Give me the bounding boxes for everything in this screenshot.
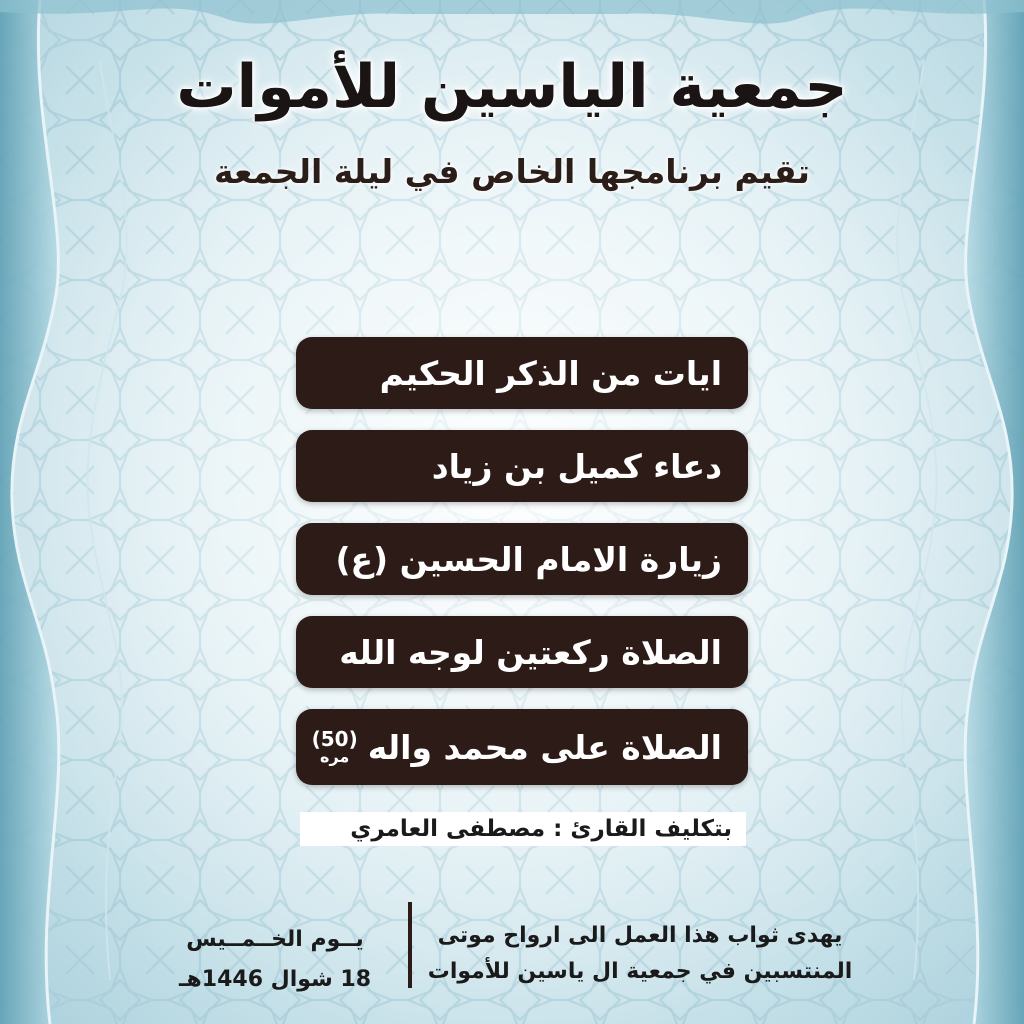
program-item-label: الصلاة على محمد واله	[367, 727, 722, 767]
reader-credit: بتكليف القارئ : مصطفى العامري	[300, 812, 746, 846]
dedication-line-2: المنتسبين في جمعية ال ياسين للأموات	[427, 959, 853, 984]
program-item-salawat	[296, 709, 748, 785]
dedication-text	[420, 918, 860, 990]
program-item-label: زيارة الامام الحسين (ع)	[335, 539, 722, 579]
date-block	[150, 920, 400, 1000]
program-item-prayer	[296, 616, 748, 688]
salawat-count-unit: مره	[320, 747, 350, 766]
page-title: جمعية الياسين للأموات	[176, 52, 848, 122]
page-subtitle: تقيم برنامجها الخاص في ليلة الجمعة	[214, 152, 810, 191]
program-item-label: دعاء كميل بن زياد	[431, 446, 722, 486]
dedication-line-1: يهدى ثواب هذا العمل الى ارواح موتى	[437, 923, 843, 948]
program-item-label: الصلاة ركعتين لوجه الله	[339, 632, 722, 672]
salawat-count-number: (50)	[311, 727, 358, 751]
program-item-ziyarah	[296, 523, 748, 595]
salawat-count	[312, 729, 358, 765]
footer-divider	[408, 902, 412, 988]
date-label: 18 شوال 1446هـ	[178, 967, 372, 992]
program-item-label: ايات من الذكر الحكيم	[379, 353, 722, 393]
day-label: يــوم الخــمــيس	[186, 927, 364, 952]
program-item-kumayl	[296, 430, 748, 502]
program-item-quran	[296, 337, 748, 409]
